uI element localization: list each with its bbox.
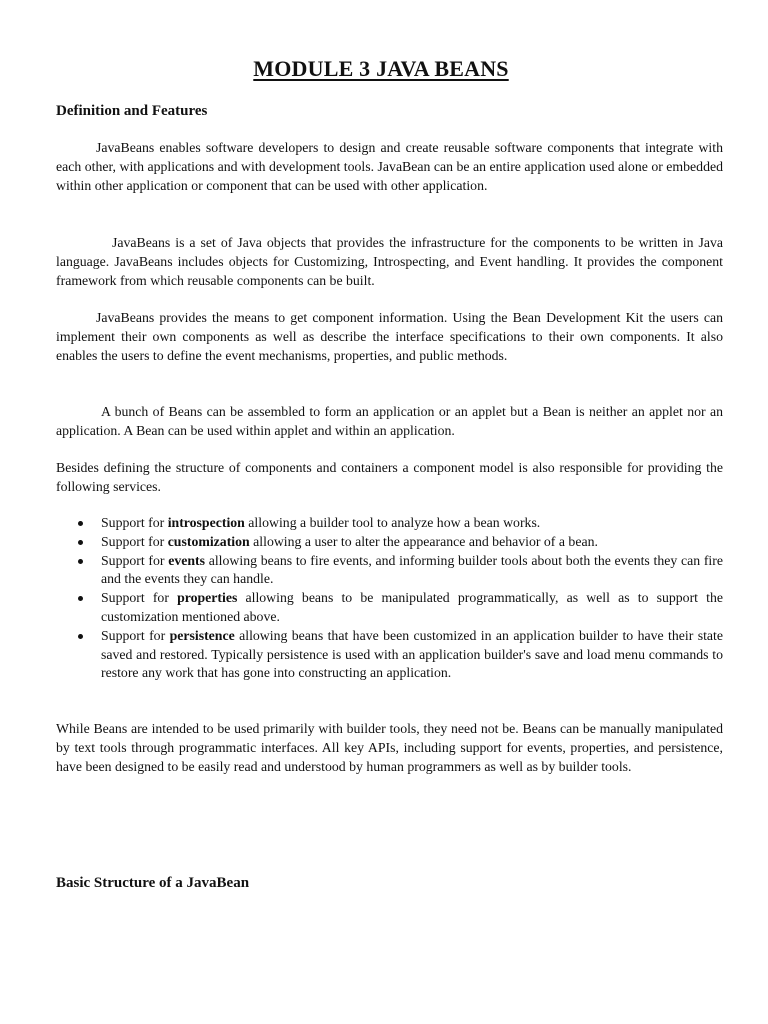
list-item-text: allowing beans to fire events, and informing builder tools about both the events they can fire and the events they can handle. [101,552,723,587]
paragraph-infrastructure: JavaBeans is a set of Java objects that provides the infrastructure for the components to be written in Java language. JavaBeans includes objects for Customizing, Introspecting, and Event handling. It provides the component framework from which reusable components can be built. [56,235,723,288]
list-item-text: allowing beans to be manipulated programmatically, as well as to support the customization mentioned above. [101,590,723,624]
page-title: MODULE 3 JAVA BEANS [253,56,509,81]
list-item [56,627,723,683]
list-item-keyword: persistence [169,627,235,643]
list-item [56,514,723,533]
list-item [56,552,723,590]
paragraph-intro: JavaBeans enables software developers to design and create reusable software components that integrate with each other, with applications and with development tools. JavaBean can be an entire application used alone or embedded within other application or component that can be used with other application. [56,140,723,193]
list-item-keyword: introspection [167,515,245,530]
list-item-keyword: customization [167,533,250,549]
paragraph-bdk: JavaBeans provides the means to get component information. Using the Bean Development Kit the users can implement their own components as well as describe the interface specifications to their own components. It also enables the users to define the event mechanisms, properties, and public methods. [56,310,723,363]
list-item [56,589,723,627]
services-list [56,514,723,683]
list-item-text: allowing beans that have been customized in an application builder to have their state saved and restored. Typically persistence is used with an application builder's save and load menu commands to restore any work that has gone into constructing an application. [101,627,723,681]
list-item-prefix: Support for [101,533,168,549]
list-item-prefix: Support for [101,552,169,568]
section-heading-definition: Definition and Features [56,103,208,119]
bullet-icon [78,634,83,639]
section-heading-basic-structure: Basic Structure of a JavaBean [56,875,250,891]
list-item-text: allowing a user to alter the appearance and behavior of a bean. [249,533,598,549]
list-item-keyword: properties [177,590,238,606]
list-item-prefix: Support for [101,515,168,530]
bullet-icon [78,596,83,601]
bullet-icon [78,540,83,545]
list-item-text: allowing a builder tool to analyze how a bean works. [244,515,541,530]
paragraph-applet: A bunch of Beans can be assembled to form an application or an applet but a Bean is neither an applet nor an application. A Bean can be used within applet and within an application. [56,404,723,438]
bullet-icon [78,559,83,564]
list-item [56,533,723,552]
paragraph-services: Besides defining the structure of components and containers a component model is also responsible for providing the following services. [56,460,723,494]
bullet-icon [78,521,83,526]
paragraph-closing: While Beans are intended to be used primarily with builder tools, they need not be. Beans can be manually manipulated by text tools through programmatic interfaces. All key APIs, including support for events, properties, and persistence, have been designed to be easily read and understood by human programmers as well as by builder tools. [56,721,723,774]
list-item-keyword: events [168,552,205,568]
list-item-prefix: Support for [101,590,178,606]
list-item-prefix: Support for [101,627,170,643]
